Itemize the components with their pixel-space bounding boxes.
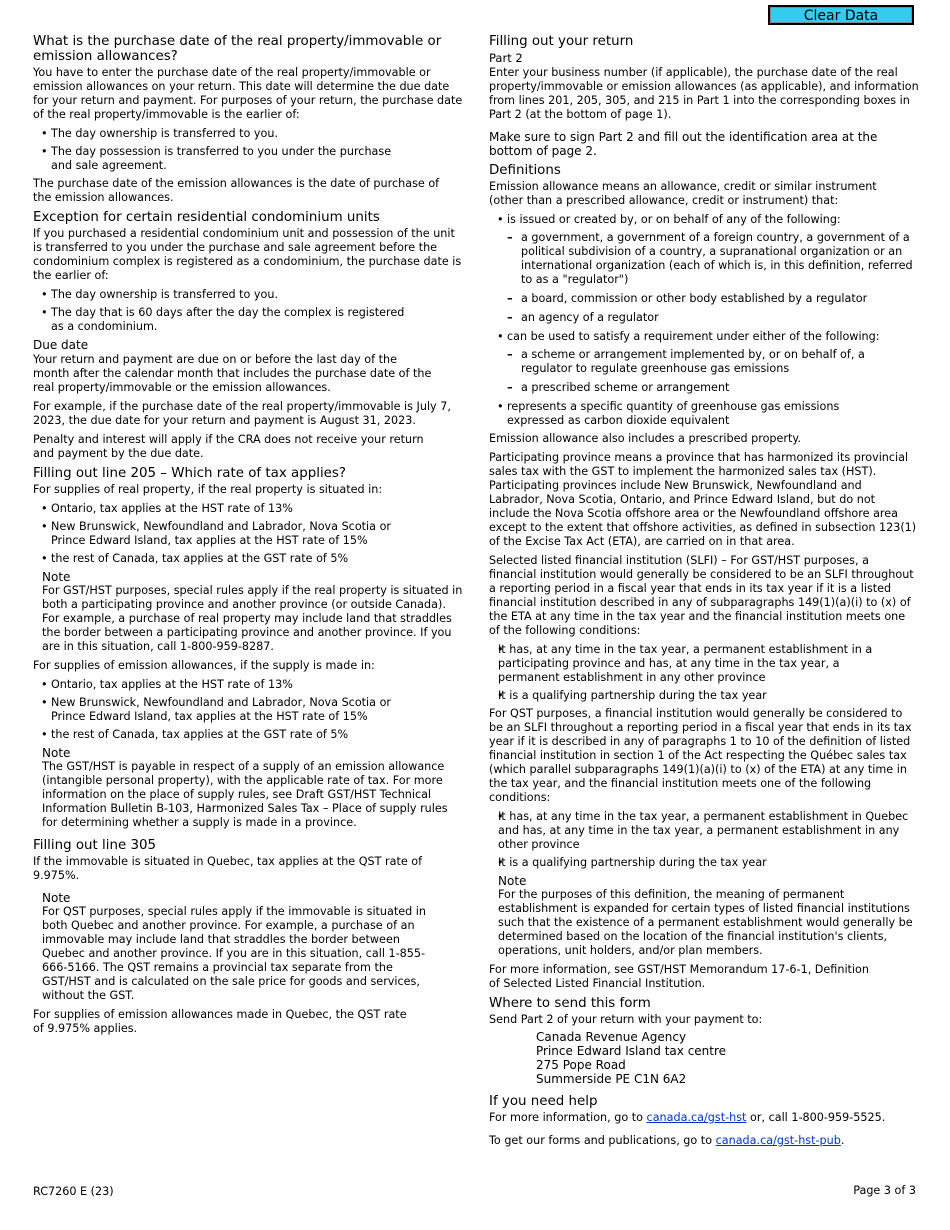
- list-item: – a board, commission or other body established by a regulator: [507, 292, 919, 306]
- note-title: Note: [42, 570, 71, 584]
- list-item: • New Brunswick, Newfoundland and Labrador, Nova Scotia or Prince Edward Island, tax applies at the HST rate of 15%: [33, 520, 401, 548]
- due-date-section: [33, 338, 463, 461]
- list-item: • It is a qualifying partnership during the tax year: [489, 689, 919, 703]
- list-item: – a government, a government of a foreign country, a government of a political subdivision of a country, a supranational organization or an international organization (each of which is, in this definition, referred to as a "regulator"): [507, 231, 919, 287]
- gst-hst-pub-link[interactable]: canada.ca/gst-hst-pub: [715, 1134, 841, 1147]
- penalty-text: Penalty and interest will apply if the CRA does not receive your return and payment by the due date.: [33, 433, 424, 460]
- memorandum-reference: For more information, see GST/HST Memorandum 17-6-1, Definition of Selected Listed Financial Institution.: [489, 963, 869, 990]
- form-id: RC7260 E (23): [33, 1185, 114, 1198]
- filling-p1: Enter your business number (if applicable), the purchase date of the real property/immovable or emission allowances (as applicable), and information from lines 201, 205, 305, and 215 in Part 1 into the corresponding boxes in Part 2 (at the bottom of page 1).: [489, 66, 919, 121]
- filling-heading: Filling out your return: [489, 34, 634, 49]
- list-item: • The day ownership is transferred to you.: [33, 288, 463, 302]
- criterion-text: can be used to satisfy a requirement under either of the following:: [507, 330, 880, 343]
- criterion-text: is issued or created by, or on behalf of any of the following:: [507, 213, 841, 226]
- emission-purchase-date-text: The purchase date of the emission allowances is the date of purchase of the emission allowances.: [33, 177, 440, 204]
- note-title: Note: [42, 891, 71, 905]
- list-item: – an agency of a regulator: [507, 311, 919, 325]
- help-forms-post: .: [840, 1134, 845, 1147]
- filling-section: [489, 34, 919, 158]
- line-305-heading: Filling out line 305: [33, 838, 157, 853]
- list-item: • New Brunswick, Newfoundland and Labrador, Nova Scotia or Prince Edward Island, tax applies at the HST rate of 15%: [33, 696, 401, 724]
- emission-supply-intro: For supplies of emission allowances, if the supply is made in:: [33, 659, 375, 672]
- list-item: [489, 213, 919, 325]
- help-section: [489, 1094, 919, 1148]
- note-text: For the purposes of this definition, the meaning of permanent establishment is expanded for certain types of listed financial institutions such that the existence of a permanent establishment would generally be determined based on the location of the financial institution's clients, operations, unit holders, and/or plan members.: [498, 888, 913, 957]
- list-item: • The day that is 60 days after the day the complex is registered as a condominium.: [33, 306, 411, 334]
- list-item: • It has, at any time in the tax year, a permanent establishment in a participating province and has, at any time in the tax year, a permanent establishment in any other province: [489, 643, 898, 685]
- address-line: 275 Pope Road: [536, 1058, 626, 1072]
- exception-section: [33, 210, 463, 334]
- purchase-date-list: [33, 127, 463, 173]
- definitions-section: [489, 163, 919, 991]
- list-item: [489, 330, 919, 395]
- line-205-intro: For supplies of real property, if the real property is situated in:: [33, 483, 383, 496]
- exception-intro: If you purchased a residential condominium unit and possession of the unit is transferred to you under the purchase and sale agreement before the condominium complex is registered as a condominium, the purchase date is the earlier of:: [33, 227, 462, 282]
- purchase-date-intro: You have to enter the purchase date of the real property/immovable or emission allowances on your return. This date will determine the due date for your return and payment. For purposes of your return, the purchase date of the real property/immovable is the earlier of:: [33, 66, 463, 121]
- purchase-date-section: [33, 34, 463, 205]
- line-305-section: [33, 838, 463, 1036]
- note-text: The GST/HST is payable in respect of a supply of an emission allowance (intangible personal property), with the applicable rate of tax. For more information on the place of supply rules, see Draft GST/HST Technical Information Bulletin B-103, Harmonized Sales Tax – Place of supply rules for determining whether a supply is made in a province.: [42, 760, 448, 829]
- line-205-heading: Filling out line 205 – Which rate of tax applies?: [33, 466, 347, 481]
- line-205-note: [33, 570, 463, 654]
- list-item: • It is a qualifying partnership during the tax year: [489, 856, 919, 870]
- mailing-address: [489, 1030, 919, 1086]
- line-305-note: [33, 891, 463, 1003]
- right-column: [489, 34, 919, 1153]
- exception-heading: Exception for certain residential condominium units: [33, 210, 380, 225]
- emission-allowance-criteria: [489, 213, 919, 428]
- exception-list: [33, 288, 463, 334]
- address-line: Prince Edward Island tax centre: [536, 1044, 727, 1058]
- list-item: • the rest of Canada, tax applies at the GST rate of 5%: [33, 728, 463, 742]
- slfi-note: [489, 874, 919, 958]
- list-item: • The day possession is transferred to you under the purchase and sale agreement.: [33, 145, 411, 173]
- where-to-send-section: [489, 996, 919, 1086]
- list-item: • The day ownership is transferred to you.: [33, 127, 463, 141]
- list-item: • Ontario, tax applies at the HST rate of 13%: [33, 678, 463, 692]
- list-item: – a scheme or arrangement implemented by, or on behalf of, a regulator to regulate greenhouse gas emissions: [507, 348, 919, 376]
- note-title: Note: [42, 746, 71, 760]
- definitions-heading: Definitions: [489, 163, 561, 178]
- slfi-conditions: [489, 643, 919, 703]
- help-heading: If you need help: [489, 1094, 598, 1109]
- where-heading: Where to send this form: [489, 996, 651, 1011]
- note-title: Note: [498, 874, 527, 888]
- emission-allowance-also: Emission allowance also includes a prescribed property.: [489, 432, 801, 445]
- note-text: For GST/HST purposes, special rules apply if the real property is situated in both a participating province and another province (or outside Canada). For example, a purchase of real property may include land that straddles the border between a participating province and another province. If you are in this situation, call 1-800-959-8287.: [42, 584, 463, 653]
- slfi-definition: Selected listed financial institution (SLFI) – For GST/HST purposes, a financial institution would generally be considered to be an SLFI throughout a reporting period in a fiscal year that ends in its tax year if it is a listed financial institution described in any of subparagraphs 149(1)(a)(i) to (x) of the ETA at any time in the tax year and the financial institution meets one of the following conditions:: [489, 554, 914, 637]
- list-item: • Ontario, tax applies at the HST rate of 13%: [33, 502, 463, 516]
- participating-province-definition: Participating province means a province that has harmonized its provincial sales tax with the GST to implement the harmonized sales tax (HST). Participating provinces include New Brunswick, Newfoundland and Labrador, Nova Scotia, Ontario, and Prince Edward Island, but do not include the Nova Scotia offshore area or the Newfoundland offshore area except to the extent that offshore activities, as defined in subsection 123(1) of the Excise Tax Act (ETA), are carried on in that area.: [489, 451, 917, 548]
- address-line: Summerside PE C1N 6A2: [536, 1072, 687, 1086]
- where-intro: Send Part 2 of your return with your payment to:: [489, 1013, 763, 1026]
- gst-hst-link[interactable]: canada.ca/gst-hst: [646, 1111, 747, 1124]
- real-property-rates-list: [33, 502, 463, 566]
- help-info-post: or, call 1-800-959-5525.: [746, 1111, 886, 1124]
- line-305-intro: If the immovable is situated in Quebec, tax applies at the QST rate of 9.975%.: [33, 855, 423, 882]
- purchase-date-heading: What is the purchase date of the real property/immovable or emission allowances?: [33, 34, 442, 64]
- list-item: • represents a specific quantity of greenhouse gas emissions expressed as carbon dioxide equivalent: [489, 400, 887, 428]
- help-info-pre: For more information, go to: [489, 1111, 647, 1124]
- address-line: Canada Revenue Agency: [536, 1030, 687, 1044]
- due-date-example: For example, if the purchase date of the real property/immovable is July 7, 2023, the due date for your return and payment is August 31, 2023.: [33, 400, 451, 427]
- qst-conditions: [489, 810, 919, 870]
- help-forms-pre: To get our forms and publications, go to: [489, 1134, 716, 1147]
- left-column: [33, 34, 463, 1041]
- filling-p2: Make sure to sign Part 2 and fill out the identification area at the bottom of page 2.: [489, 130, 878, 158]
- note-text: For QST purposes, special rules apply if the immovable is situated in both Quebec and another province. For example, a purchase of an immovable may include land that straddles the border between Quebec and another province. If you are in this situation, call 1-855-666-5166. The QST remains a provincial tax separate from the GST/HST and is calculated on the sale price for goods and services, without the GST.: [42, 905, 427, 1002]
- list-item: • the rest of Canada, tax applies at the GST rate of 5%: [33, 552, 463, 566]
- emission-note: [33, 746, 463, 830]
- due-date-p1: Your return and payment are due on or before the last day of the month after the calendar month that includes the purchase date of the real property/immovable or the emission allowances.: [33, 353, 432, 394]
- page-number: Page 3 of 3: [853, 1184, 916, 1197]
- regulator-list: [507, 231, 919, 325]
- help-info: [489, 1111, 919, 1125]
- due-date-heading: Due date: [33, 338, 89, 352]
- clear-data-button[interactable]: Clear Data: [768, 5, 914, 25]
- list-item: – a prescribed scheme or arrangement: [507, 381, 919, 395]
- line-205-section: [33, 466, 463, 830]
- help-forms: [489, 1134, 919, 1148]
- emission-allowance-definition: Emission allowance means an allowance, credit or similar instrument (other than a prescribed allowance, credit or instrument) that:: [489, 180, 877, 207]
- emission-rates-list: [33, 678, 463, 742]
- scheme-list: [507, 348, 919, 395]
- quebec-emission-text: For supplies of emission allowances made in Quebec, the QST rate of 9.975% applies.: [33, 1008, 407, 1035]
- list-item: • It has, at any time in the tax year, a permanent establishment in Quebec and has, at any time in the tax year, a permanent establishment in any other province: [489, 810, 919, 852]
- part-2-subheading: Part 2: [489, 51, 523, 65]
- qst-slfi-text: For QST purposes, a financial institution would generally be considered to be an SLFI throughout a reporting period in a fiscal year that ends in its tax year if it is described in any of paragraphs 1 to 10 of the definition of listed financial institution in section 1 of the Act respecting the Québec sales tax (which parallel subparagraphs 149(1)(a)(i) to (x) of the ETA) at any time in the tax year, and the financial institution meets one of the following conditions:: [489, 707, 912, 804]
